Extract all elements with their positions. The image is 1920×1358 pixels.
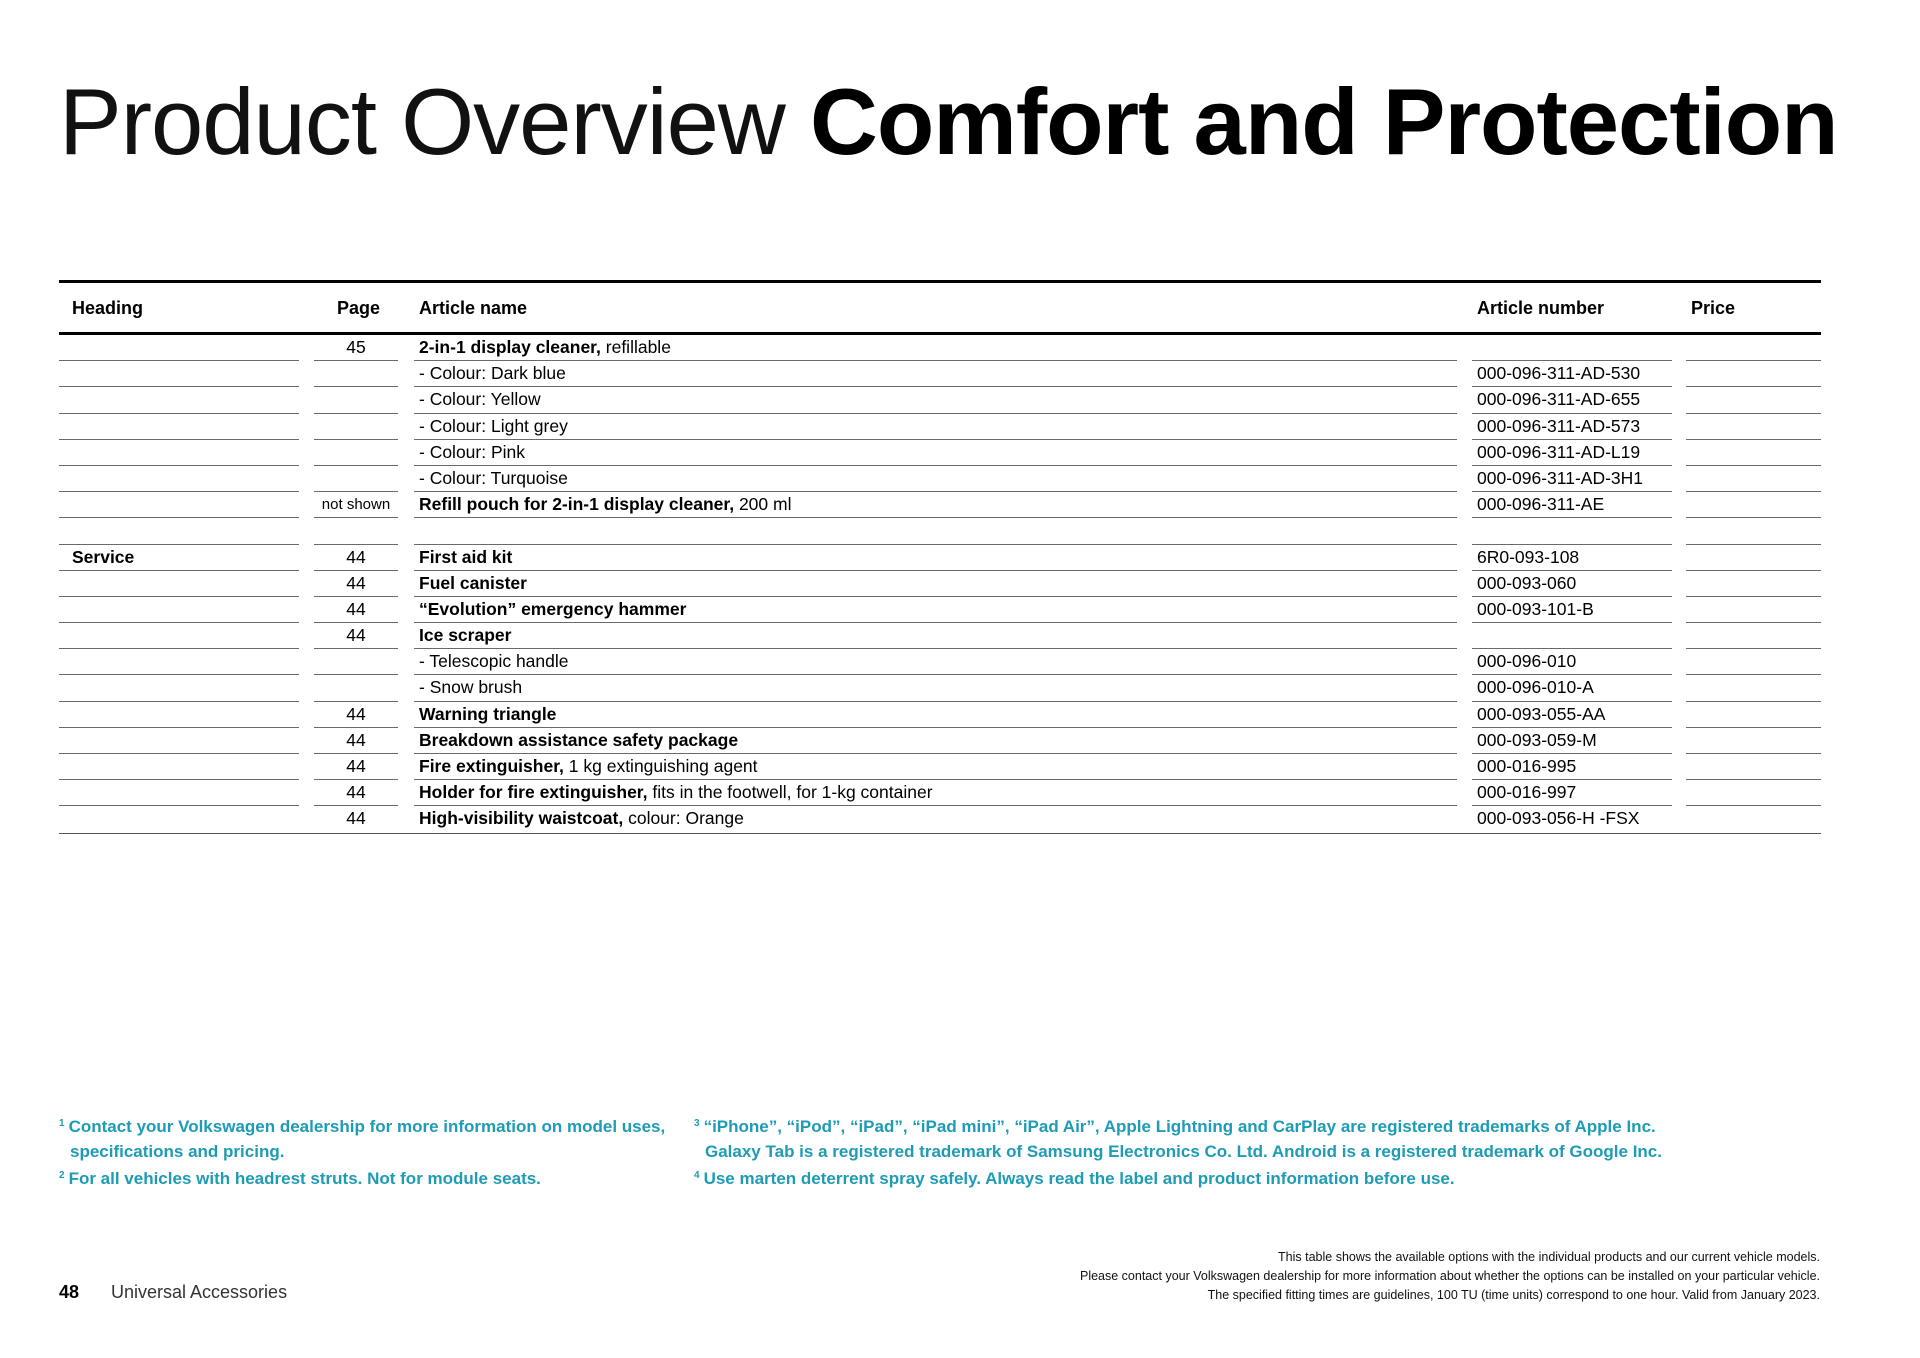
row-article-number-cell: [1472, 518, 1672, 544]
row-heading-cell: [59, 754, 299, 780]
row-article-name-cell: [414, 780, 1457, 806]
row-page-cell: [314, 361, 398, 387]
row-page-cell: 44: [314, 571, 398, 597]
table-row: [59, 571, 1821, 597]
row-page-cell: 44: [314, 702, 398, 728]
row-heading-cell: [59, 387, 299, 413]
article-name-regular: 200 ml: [734, 494, 792, 515]
article-name-regular: - Colour: Yellow: [419, 389, 541, 410]
row-article-name-cell: [414, 754, 1457, 780]
row-page-cell: 44: [314, 754, 398, 780]
row-heading-cell: [59, 440, 299, 466]
column-article-name: Article name: [419, 298, 528, 318]
table-row: [59, 387, 1821, 413]
row-heading-cell: [59, 702, 299, 728]
row-heading-cell: [59, 780, 299, 806]
article-name-regular: - Colour: Pink: [419, 441, 526, 462]
article-name-regular: 1 kg extinguishing agent: [563, 756, 758, 776]
article-name-bold: Warning triangle: [419, 703, 557, 724]
row-article-name-cell: [414, 335, 1457, 361]
column-heading: Heading: [72, 298, 144, 318]
footnote-text: Galaxy Tab is a registered trademark of Samsung Electronics Co. Ltd. Android is a registered trademark of Google Inc.: [705, 1141, 1662, 1161]
row-price-cell: [1686, 387, 1821, 413]
column-page: Page: [337, 298, 381, 318]
footnote-text: Use marten deterrent spray safely. Always read the label and product information before use.: [703, 1169, 1455, 1188]
row-article-number-cell: 000-096-311-AE: [1472, 492, 1672, 518]
row-price-cell: [1686, 571, 1821, 597]
row-price-cell: [1686, 361, 1821, 387]
article-name-regular: fits in the footwell, for 1-kg container: [647, 782, 933, 803]
table-row: [59, 545, 1821, 571]
footnote-text: specifications and pricing.: [70, 1141, 285, 1161]
row-heading-cell: [59, 335, 299, 361]
row-page-cell: [314, 518, 398, 544]
row-price-cell: [1686, 649, 1821, 675]
disclaimer-line: Please contact your Volkswagen dealership for more information about whether the options can be installed on your particular vehicle.: [1079, 1269, 1820, 1283]
row-article-name-cell: [414, 518, 1457, 544]
article-name-bold: Holder for fire extinguisher,: [419, 782, 648, 803]
row-page-cell: 44: [314, 623, 398, 649]
footnote-text: For all vehicles with headrest struts. Not for module seats.: [68, 1169, 541, 1188]
row-article-name-cell: [414, 597, 1457, 623]
footnotes-right: [694, 1112, 1694, 1192]
row-page-cell: 44: [346, 808, 366, 829]
table-row: [59, 675, 1821, 701]
row-article-name-cell: [414, 466, 1457, 492]
table-row: [59, 492, 1821, 518]
row-page-cell: [314, 466, 398, 492]
row-article-number-cell: 000-096-010-A: [1472, 675, 1672, 701]
row-page-cell: [314, 675, 398, 701]
table-row: [59, 335, 1821, 361]
row-page-cell: 44: [314, 780, 398, 806]
row-article-number-cell: 000-016-995: [1472, 754, 1672, 780]
page-title: [59, 62, 1838, 182]
table-row: [59, 702, 1821, 728]
row-price-cell: [1686, 518, 1821, 544]
footnote-1-continued: [59, 1140, 699, 1165]
article-name-regular: - Telescopic handle: [419, 651, 569, 672]
row-article-name-cell: [414, 571, 1457, 597]
row-heading-cell: [59, 649, 299, 675]
disclaimer-line: The specified fitting times are guidelines, 100 TU (time units) correspond to one hour. Valid from January 2023.: [1207, 1288, 1820, 1302]
article-name-regular: colour: Orange: [623, 808, 744, 829]
table-row: [59, 466, 1821, 492]
row-article-number-cell: 000-096-311-AD-L19: [1472, 440, 1672, 466]
row-price-cell: [1686, 623, 1821, 649]
table-row: [59, 597, 1821, 623]
article-name-regular: - Colour: Turquoise: [419, 467, 568, 488]
row-price-cell: [1686, 675, 1821, 701]
row-heading-cell: [59, 571, 299, 597]
article-name-bold: 2-in-1 display cleaner,: [419, 337, 601, 357]
row-heading-cell: [59, 806, 299, 832]
row-price-cell: [1686, 597, 1821, 623]
row-article-number-cell: 000-093-056-H -FSX: [1477, 808, 1640, 829]
article-name-bold: Refill pouch for 2-in-1 display cleaner,: [419, 494, 735, 515]
row-article-number-cell: 000-093-101-B: [1472, 597, 1672, 623]
row-price-cell: [1686, 440, 1821, 466]
row-price-cell: [1686, 780, 1821, 806]
table-body: [59, 335, 1821, 833]
article-name-regular: refillable: [600, 337, 671, 357]
footnote-1: [59, 1112, 699, 1140]
row-article-number-cell: 6R0-093-108: [1472, 545, 1672, 571]
row-article-name-cell: [414, 414, 1457, 440]
row-page-cell: 44: [314, 597, 398, 623]
footnote-4: [694, 1164, 1694, 1192]
table-header: [59, 283, 1821, 335]
article-name-bold: First aid kit: [419, 546, 513, 567]
article-name-bold: High-visibility waistcoat,: [419, 808, 624, 829]
table-bottom-rule: [59, 833, 1821, 835]
row-price-cell: [1686, 545, 1821, 571]
row-page-cell: 45: [314, 335, 398, 361]
row-page-cell: [314, 414, 398, 440]
row-price-cell: [1686, 466, 1821, 492]
row-price-cell: [1686, 754, 1821, 780]
row-article-name-cell: [414, 440, 1457, 466]
row-heading-cell: [59, 466, 299, 492]
footnote-marker: 1: [59, 1118, 65, 1129]
footnotes-left: [59, 1112, 699, 1192]
row-heading-cell: Service: [59, 545, 299, 571]
article-name-regular: - Colour: Light grey: [419, 415, 568, 436]
table-row: [59, 649, 1821, 675]
row-price-cell: [1686, 728, 1821, 754]
row-article-number-cell: 000-096-010: [1472, 649, 1672, 675]
row-article-number-cell: 000-093-059-M: [1472, 728, 1672, 754]
row-page-cell: [314, 649, 398, 675]
article-name-regular: - Colour: Dark blue: [419, 363, 566, 384]
table-row: [59, 361, 1821, 387]
row-page-cell: [314, 440, 398, 466]
footnote-marker: 4: [694, 1170, 700, 1181]
footnote-marker: 2: [59, 1170, 65, 1181]
column-article-number: Article number: [1477, 298, 1605, 318]
row-heading-cell: [59, 361, 299, 387]
row-price-cell: [1686, 702, 1821, 728]
footnote-3: [694, 1112, 1694, 1140]
row-page-cell: 44: [314, 545, 398, 571]
row-heading-cell: [59, 728, 299, 754]
row-article-name-cell: [414, 623, 1457, 649]
table-row: [59, 414, 1821, 440]
page-title-light: Product Overview: [59, 69, 785, 174]
article-name-bold: “Evolution” emergency hammer: [419, 598, 687, 619]
row-article-number-cell: [1472, 623, 1672, 649]
row-heading-cell: [59, 492, 299, 518]
article-name-regular: - Snow brush: [419, 677, 523, 698]
row-article-name-cell: [414, 361, 1457, 387]
row-heading-cell: [59, 518, 299, 544]
table-row: [59, 780, 1821, 806]
row-article-name-cell: [414, 649, 1457, 675]
row-article-number-cell: [1472, 335, 1672, 361]
table-row: [59, 518, 1821, 544]
column-price: Price: [1691, 298, 1736, 318]
row-price-cell: [1686, 806, 1821, 832]
table-row: [59, 754, 1821, 780]
product-table: [59, 280, 1821, 834]
row-article-name-cell: [414, 702, 1457, 728]
row-article-number-cell: 000-093-055-AA: [1472, 702, 1672, 728]
table-row: [59, 728, 1821, 754]
row-article-name-cell: [414, 806, 1457, 832]
page-number: 48: [59, 1282, 80, 1302]
table-row: [59, 806, 1821, 832]
article-name-bold: Ice scraper: [419, 625, 512, 646]
row-price-cell: [1686, 335, 1821, 361]
row-heading-cell: [59, 414, 299, 440]
row-article-name-cell: [414, 728, 1457, 754]
row-price-cell: [1686, 492, 1821, 518]
row-article-name-cell: [414, 675, 1457, 701]
footnote-marker: 3: [694, 1118, 700, 1129]
article-name-bold: Fuel canister: [419, 572, 527, 593]
row-page-cell: not shown: [314, 492, 398, 518]
table-row: [59, 623, 1821, 649]
row-article-number-cell: 000-096-311-AD-3H1: [1472, 466, 1672, 492]
article-name-bold: Breakdown assistance safety package: [419, 729, 739, 750]
article-name-bold: Fire extinguisher,: [419, 756, 564, 776]
row-article-number-cell: 000-096-311-AD-530: [1472, 361, 1672, 387]
row-page-cell: 44: [314, 728, 398, 754]
row-price-cell: [1686, 414, 1821, 440]
row-article-number-cell: 000-096-311-AD-573: [1472, 414, 1672, 440]
row-article-name-cell: [414, 492, 1457, 518]
row-heading-cell: [59, 675, 299, 701]
row-article-name-cell: [414, 387, 1457, 413]
row-page-cell: [314, 387, 398, 413]
row-article-number-cell: 000-016-997: [1472, 780, 1672, 806]
row-heading-cell: [59, 597, 299, 623]
footnote-3-continued: [694, 1140, 1694, 1165]
row-article-name-cell: [414, 545, 1457, 571]
row-article-number-cell: 000-096-311-AD-655: [1472, 387, 1672, 413]
footnote-text: “iPhone”, “iPod”, “iPad”, “iPad mini”, “iPad Air”, Apple Lightning and CarPlay are registered trademarks of Apple Inc.: [703, 1117, 1656, 1136]
footnote-2: [59, 1164, 699, 1192]
footer-disclaimer: [1080, 1248, 1820, 1305]
page-title-bold: Comfort and Protection: [809, 69, 1838, 174]
footnote-text: Contact your Volkswagen dealership for more information on model uses,: [68, 1117, 666, 1136]
row-heading-cell: [59, 623, 299, 649]
disclaimer-line: This table shows the available options with the individual products and our current vehicle models.: [1278, 1250, 1820, 1264]
section-name: Universal Accessories: [111, 1282, 288, 1302]
row-article-number-cell: 000-093-060: [1472, 571, 1672, 597]
table-row: [59, 440, 1821, 466]
